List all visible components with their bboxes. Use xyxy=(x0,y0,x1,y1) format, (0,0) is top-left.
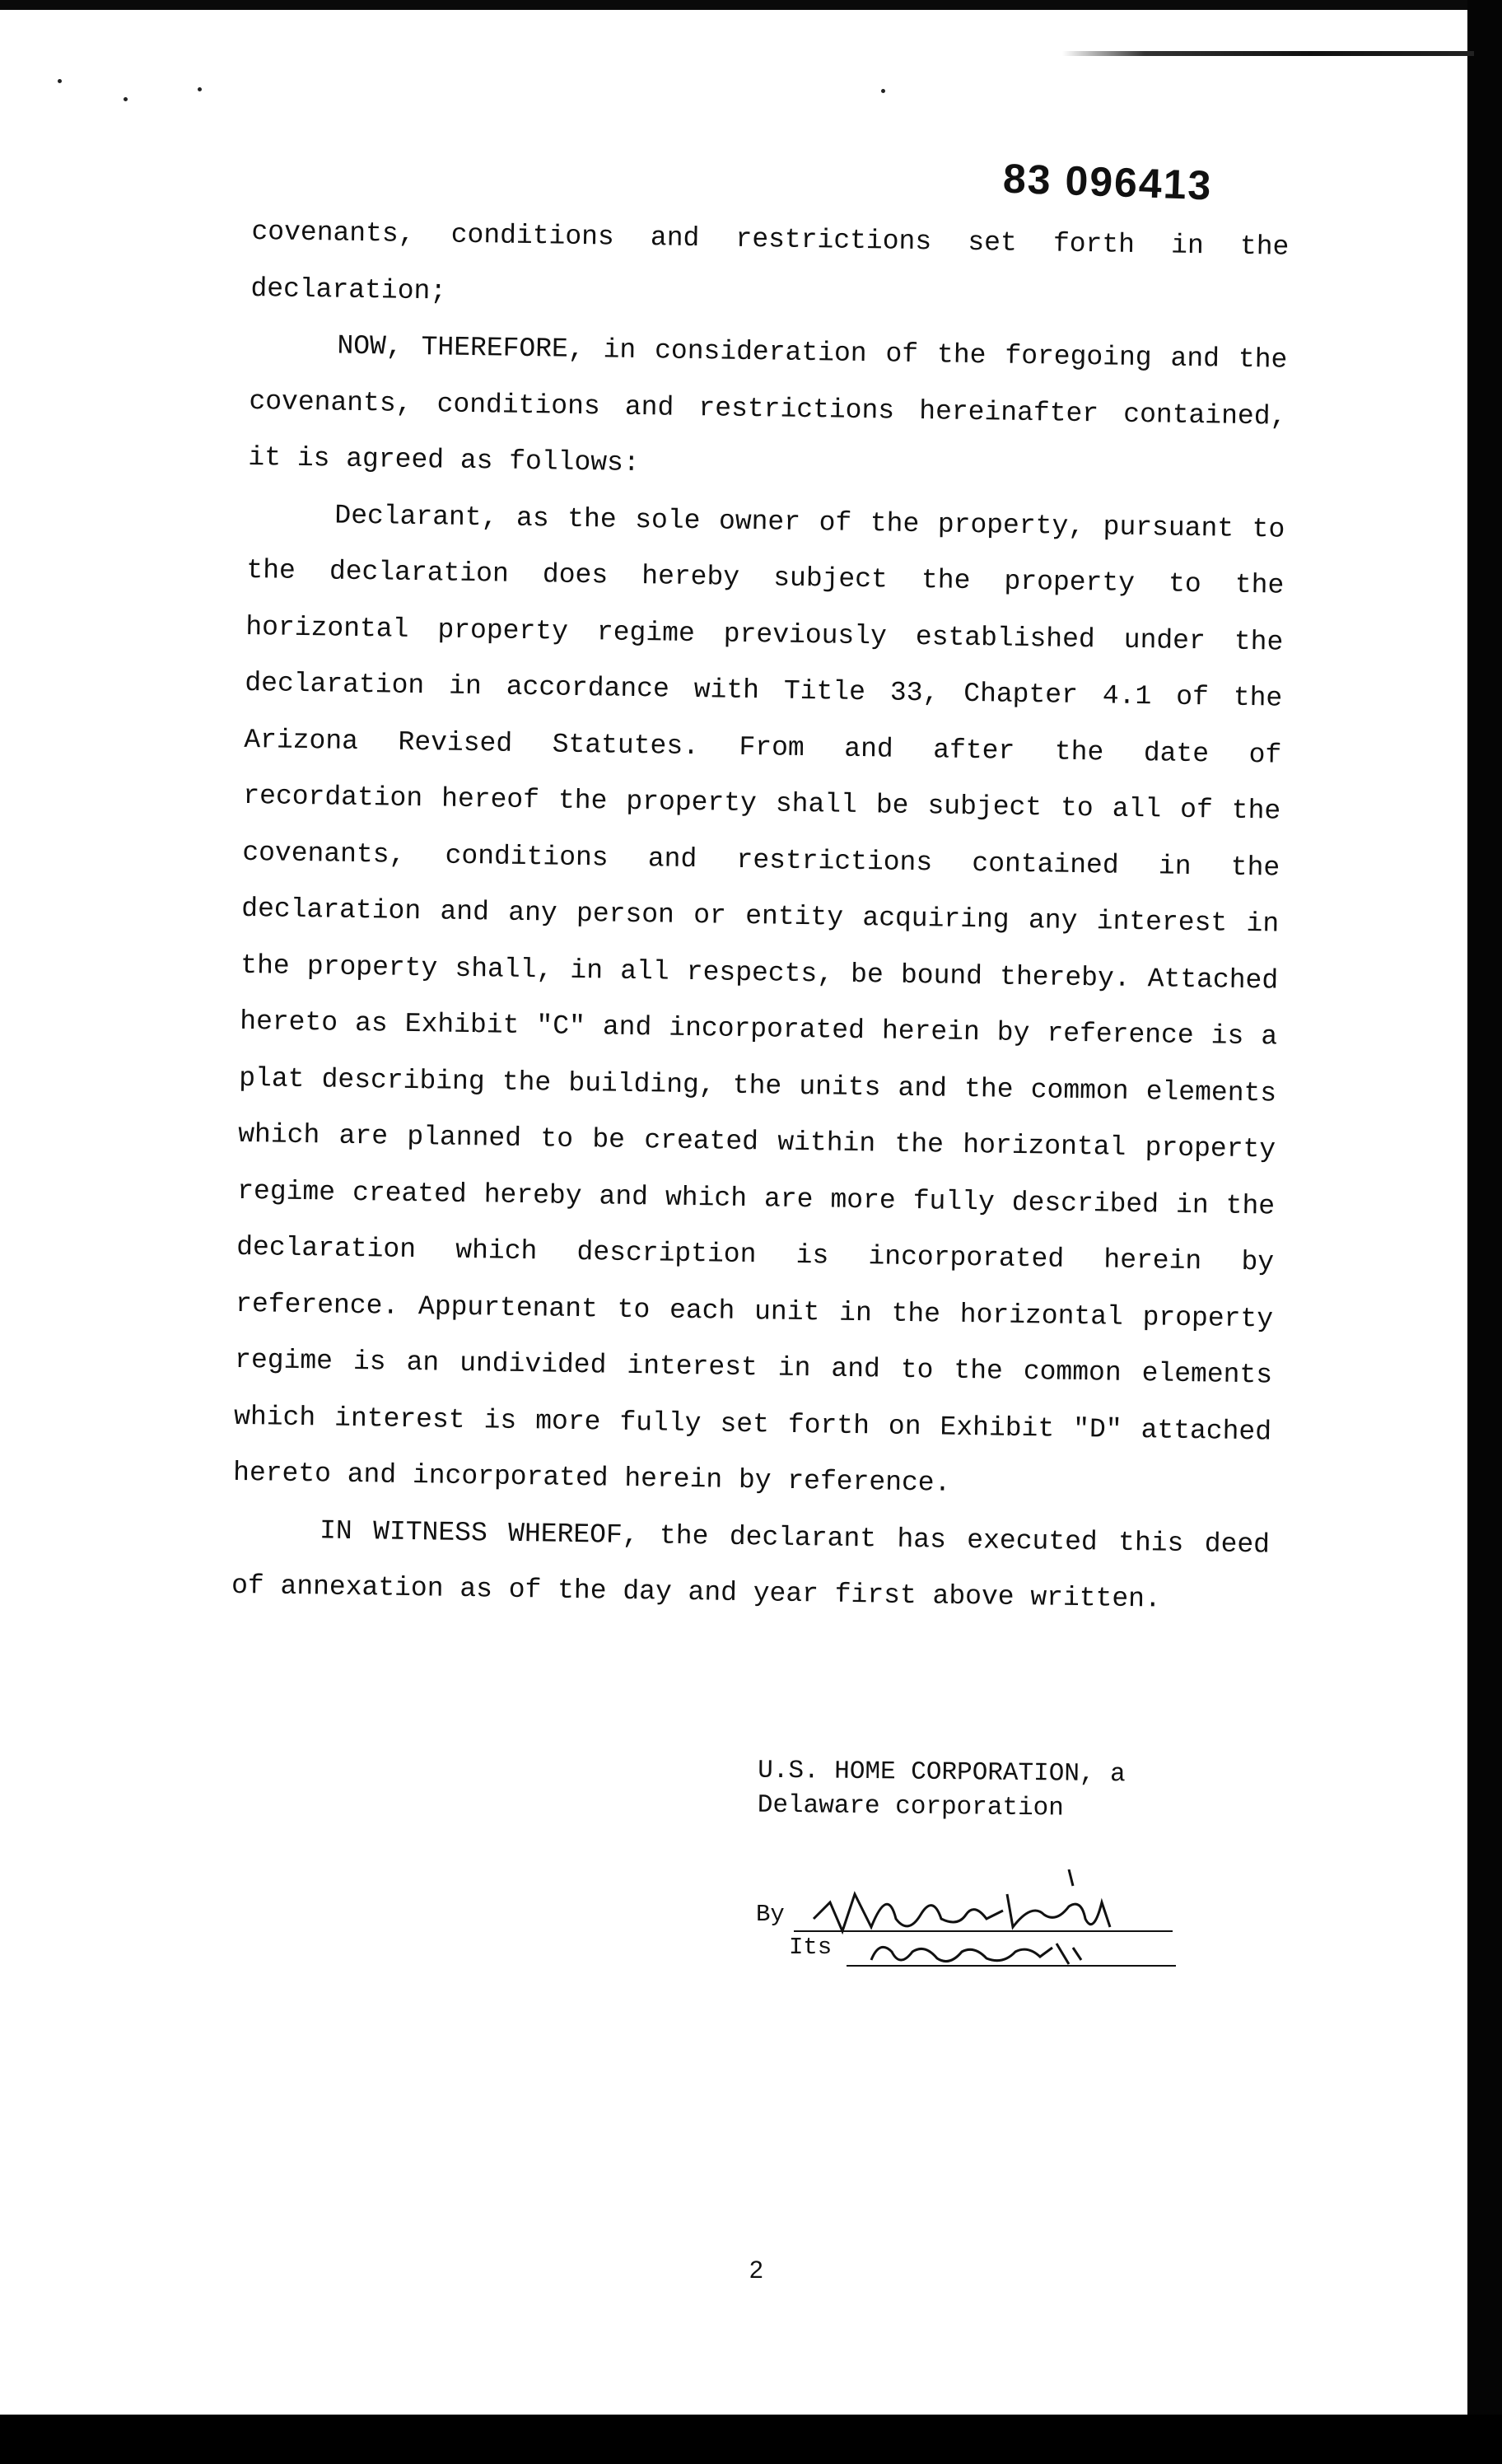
body-text xyxy=(231,204,1290,1630)
scan-speck xyxy=(198,87,202,91)
paragraph-4: IN WITNESS WHEREOF, the declarant has executed this deed of annexation as of the day and year first above written. xyxy=(231,1514,1271,1615)
by-label: By xyxy=(756,1901,785,1928)
scan-speck xyxy=(124,97,128,101)
company-line-2: Delaware corporation xyxy=(757,1790,1065,1823)
paragraph-2: NOW, THEREFORE, in consideration of the foregoing and the covenants, conditions and restrictions hereinafter contained, it is agreed as follows: xyxy=(248,330,1288,479)
company-line-1: U.S. HOME CORPORATION, a xyxy=(758,1756,1126,1790)
paragraph-3: Declarant, as the sole owner of the property, pursuant to the declaration does hereby subject the property to the horizontal property regime previously established under the declaration in accordance with Title 33, Chapter 4.1 of the Arizona Revised Statutes. From and after the date of recordation hereof the property shall be subject to all of the covenants, conditions and restrictions contained in the declaration and any person or entity acquiring any interest in the property shall, in all respects, be bound thereby. Attached hereto as Exhibit "C" and incorporated herein by reference is a plat describing the building, the units and the common elements which are planned to be created within the horizontal property regime created hereby and which are more fully described in the declaration which description is incorporated herein by reference. Appurtenant to each unit in the horizontal property regime is an undivided interest in and to the common elements which interest is more fully set forth on Exhibit "D" attached hereto and incorporated herein by reference. xyxy=(232,500,1285,1499)
its-label: Its xyxy=(789,1934,833,1961)
signature-stroke-title xyxy=(871,1944,1081,1964)
paragraph-1: covenants, conditions and restrictions set forth in the declaration; xyxy=(250,216,1290,307)
signature-area xyxy=(756,1886,1250,1976)
signature-stroke-name xyxy=(814,1869,1110,1931)
scan-speck xyxy=(58,79,62,83)
scan-edge-top xyxy=(0,0,1502,10)
scan-edge-bottom xyxy=(0,2415,1502,2464)
scan-artifact-line xyxy=(1062,51,1474,56)
page-number: 2 xyxy=(749,2256,763,2284)
handwritten-signature xyxy=(797,1869,1143,1976)
signature-company xyxy=(758,1754,1126,1827)
document-number: 83 096413 xyxy=(1002,155,1214,209)
scan-speck xyxy=(881,89,885,93)
scan-edge-right xyxy=(1467,0,1502,2464)
